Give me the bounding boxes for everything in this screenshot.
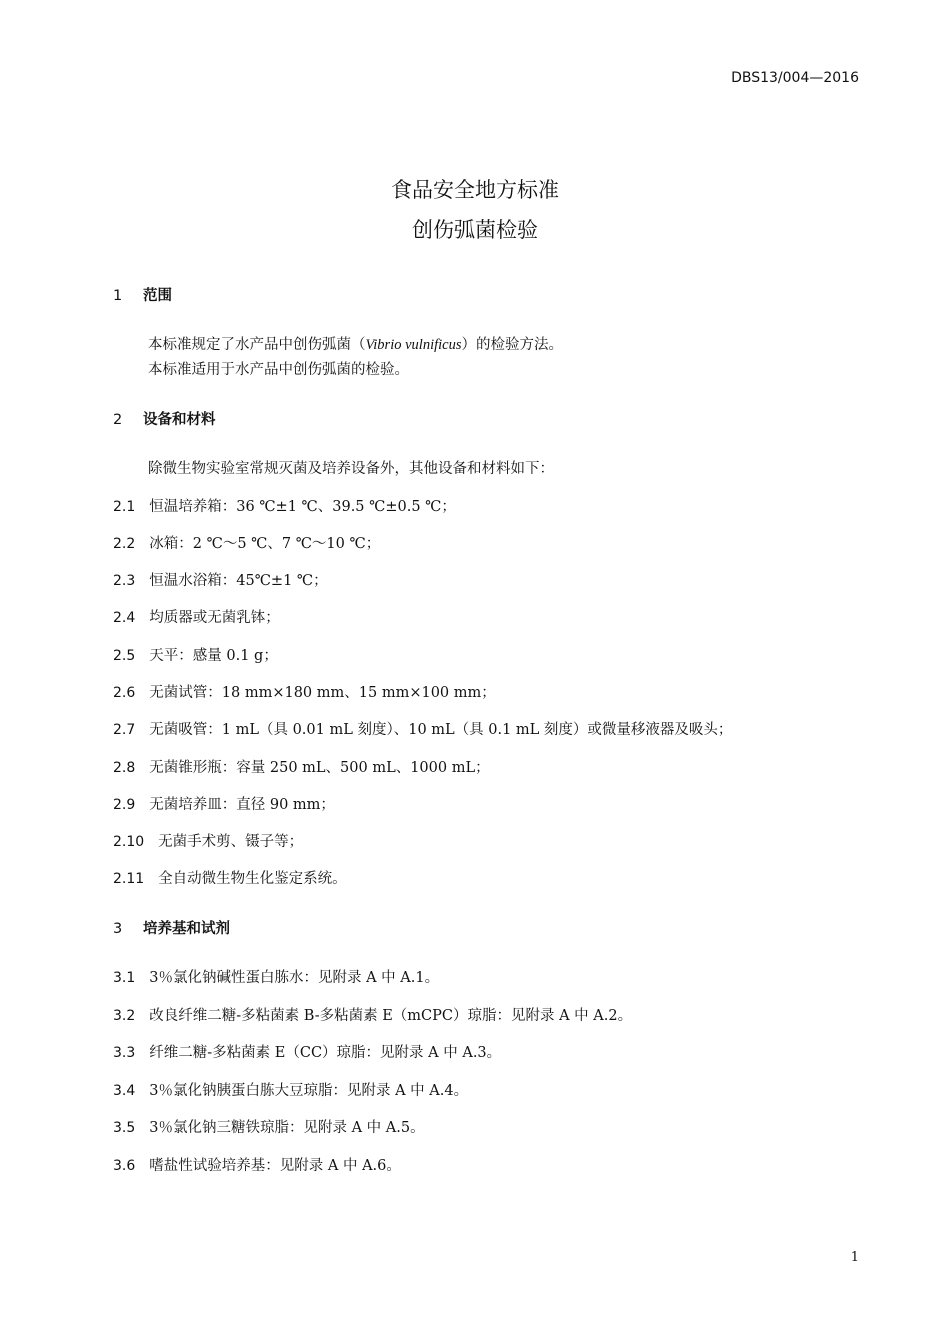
item-number: 3.1 <box>113 970 136 986</box>
para-text: ）的检验方法。 <box>461 337 563 353</box>
list-item <box>113 1079 468 1100</box>
item-number: 2.4 <box>113 610 136 626</box>
list-item <box>113 756 490 777</box>
list-item <box>113 830 303 851</box>
para-text: 本标准规定了水产品中创伤弧菌（ <box>148 337 366 353</box>
list-item <box>113 867 347 888</box>
item-number: 2.11 <box>113 871 145 887</box>
section-title: 培养基和试剂 <box>143 921 230 937</box>
list-item <box>113 532 380 553</box>
title-line-2: 创伤弧菌检验 <box>412 218 538 242</box>
list-item <box>113 495 456 516</box>
item-text: 恒温培养箱：36 ℃±1 ℃、39.5 ℃±0.5 ℃； <box>149 499 456 515</box>
item-number: 3.6 <box>113 1158 136 1174</box>
item-number: 2.6 <box>113 685 136 701</box>
item-text: 无菌手术剪、镊子等； <box>158 834 304 850</box>
list-item <box>113 606 280 627</box>
item-number: 2.5 <box>113 648 136 664</box>
item-number: 2.9 <box>113 797 136 813</box>
title-line-1: 食品安全地方标准 <box>391 178 559 202</box>
item-number: 2.1 <box>113 499 136 515</box>
item-text: 嗜盐性试验培养基：见附录 A 中 A.6。 <box>149 1158 401 1174</box>
item-text: 改良纤维二糖-多粘菌素 B-多粘菌素 E（mCPC）琼脂：见附录 A 中 A.2。 <box>149 1008 633 1024</box>
section-number: 3 <box>113 921 123 937</box>
section-title: 设备和材料 <box>143 412 216 428</box>
item-text: 均质器或无菌乳钵； <box>149 610 280 626</box>
list-item <box>113 966 439 987</box>
section-1-heading <box>113 284 172 305</box>
item-text: 3％氯化钠碱性蛋白胨水：见附录 A 中 A.1。 <box>149 970 440 986</box>
item-number: 2.8 <box>113 760 136 776</box>
item-number: 3.4 <box>113 1083 136 1099</box>
item-text: 全自动微生物生化鉴定系统。 <box>158 871 347 887</box>
item-text: 纤维二糖-多粘菌素 E（CC）琼脂：见附录 A 中 A.3。 <box>149 1045 502 1061</box>
document-number: DBS13/004—2016 <box>731 70 859 86</box>
section-1-paragraph-1 <box>148 333 563 354</box>
item-text: 无菌锥形瓶：容量 250 mL、500 mL、1000 mL； <box>149 760 490 776</box>
item-text: 恒温水浴箱：45℃±1 ℃； <box>149 573 328 589</box>
item-number: 3.5 <box>113 1120 136 1136</box>
item-text: 无菌吸管：1 mL（具 0.01 mL 刻度）、10 mL（具 0.1 mL 刻度）或微量移液器及吸头； <box>149 722 733 738</box>
list-item <box>113 1041 501 1062</box>
item-text: 3％氯化钠胰蛋白胨大豆琼脂：见附录 A 中 A.4。 <box>149 1083 469 1099</box>
section-3-heading <box>113 917 230 938</box>
list-item <box>113 1116 425 1137</box>
section-2-intro: 除微生物实验室常规灭菌及培养设备外，其他设备和材料如下： <box>148 461 554 477</box>
item-number: 2.10 <box>113 834 145 850</box>
section-1-paragraph-2: 本标准适用于水产品中创伤弧菌的检验。 <box>148 362 409 378</box>
item-text: 冰箱：2 ℃～5 ℃、7 ℃～10 ℃； <box>149 536 381 552</box>
list-item <box>113 644 278 665</box>
item-text: 3％氯化钠三糖铁琼脂：见附录 A 中 A.5。 <box>149 1120 425 1136</box>
list-item <box>113 718 732 739</box>
page-number: 1 <box>850 1250 859 1265</box>
item-number: 3.3 <box>113 1045 136 1061</box>
item-text: 天平：感量 0.1 g； <box>149 648 278 664</box>
species-name: Vibrio vulnificus <box>365 337 462 353</box>
item-text: 无菌试管：18 mm×180 mm、15 mm×100 mm； <box>149 685 496 701</box>
item-text: 无菌培养皿：直径 90 mm； <box>149 797 335 813</box>
item-number: 3.2 <box>113 1008 136 1024</box>
list-item <box>113 1154 401 1175</box>
list-item <box>113 681 496 702</box>
item-number: 2.7 <box>113 722 136 738</box>
section-2-heading <box>113 408 216 429</box>
list-item <box>113 793 335 814</box>
section-title: 范围 <box>143 288 172 304</box>
item-number: 2.2 <box>113 536 136 552</box>
list-item <box>113 569 328 590</box>
list-item <box>113 1004 632 1025</box>
section-number: 2 <box>113 412 123 428</box>
section-number: 1 <box>113 288 123 304</box>
item-number: 2.3 <box>113 573 136 589</box>
